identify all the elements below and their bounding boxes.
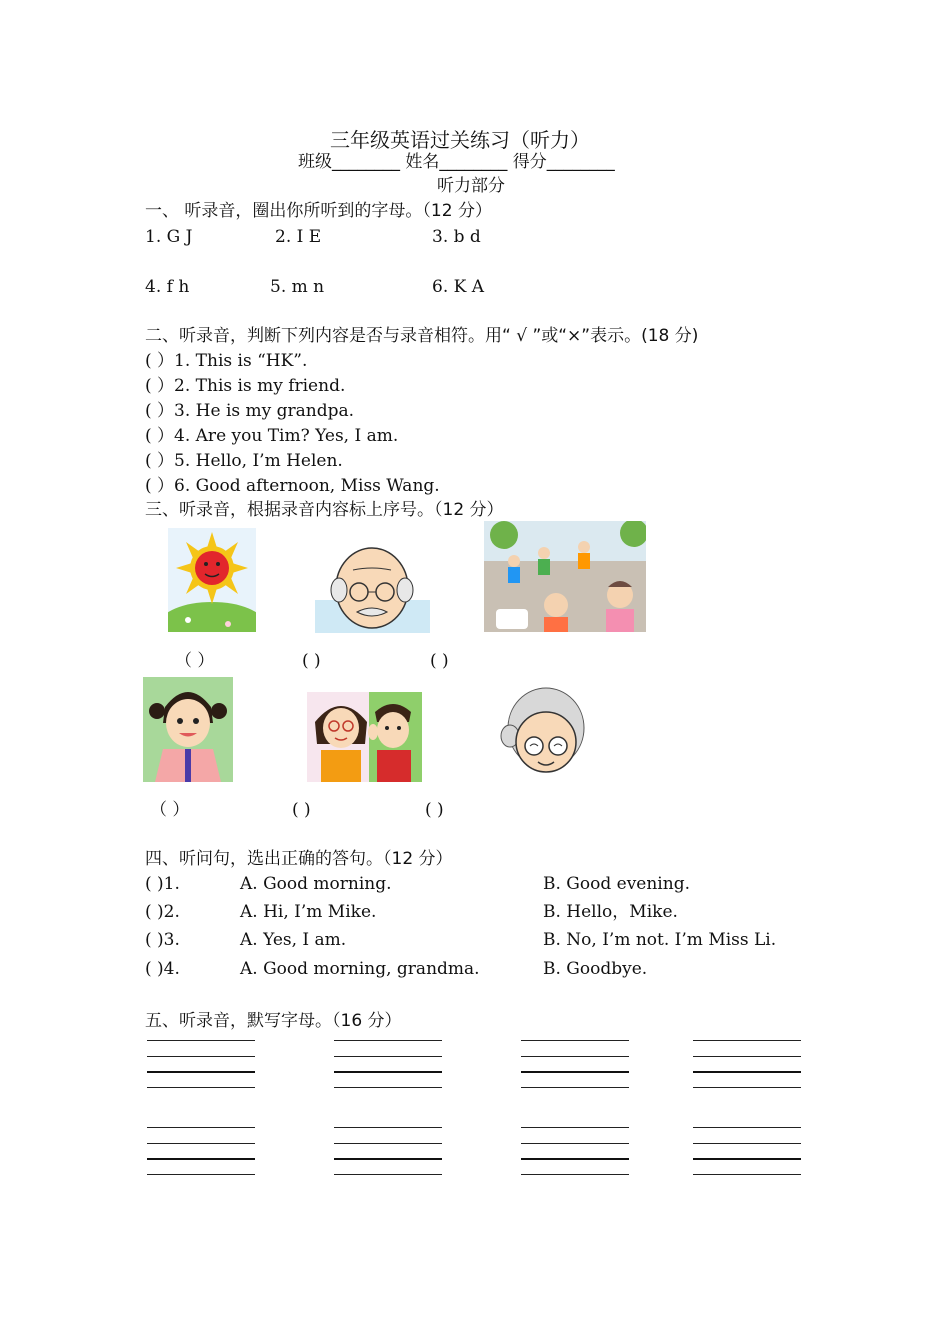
part1-item-5: 5. m n [270, 277, 325, 297]
part2-item-6: ( ）6. Good afternoon, Miss Wang. [145, 476, 440, 496]
part2-item-3: ( ）3. He is my grandpa. [145, 401, 355, 421]
part3-row2-bracket-3: ( ) [425, 800, 444, 820]
part3-row2-bracket-1: （ ） [150, 800, 190, 820]
grandma-illustration [492, 684, 597, 782]
part4-item-4-number: ( )4. [145, 959, 180, 979]
teacher-boy-illustration [307, 692, 422, 782]
part2-heading: 二、听录音，判断下列内容是否与录音相符。用“ √ ”或“×”表示。(18 分) [145, 326, 699, 346]
part4-item-2-option-b: B. Hello，Mike. [543, 902, 678, 922]
part2-item-2: ( ）2. This is my friend. [145, 376, 346, 396]
part1-item-2: 2. I E [275, 227, 322, 247]
sun-illustration [168, 528, 256, 632]
part2-item-1: ( ）1. This is “HK”. [145, 351, 308, 371]
part4-item-3-option-b: B. No, I’m not. I’m Miss Li. [543, 930, 777, 950]
part4-item-2-option-a: A. Hi, I’m Mike. [240, 902, 377, 922]
part3-row1-bracket-3: ( ) [430, 651, 449, 671]
part3-row1-bracket-1: （ ） [175, 651, 215, 671]
part4-item-4-option-b: B. Goodbye. [543, 959, 648, 979]
part4-item-3-option-a: A. Yes, I am. [240, 930, 347, 950]
part3-heading: 三、听录音，根据录音内容标上序号。（12 分） [145, 500, 504, 520]
part4-item-3-number: ( )3. [145, 930, 180, 950]
playground-illustration [484, 521, 646, 632]
part2-item-4: ( ）4. Are you Tim? Yes, I am. [145, 426, 399, 446]
part1-item-1: 1. G J [145, 227, 193, 247]
part4-item-1-number: ( )1. [145, 874, 180, 894]
part3-row1-bracket-2: ( ) [302, 651, 321, 671]
part4-item-4-option-a: A. Good morning, grandma. [240, 959, 480, 979]
part1-item-4: 4. f h [145, 277, 190, 297]
girl-illustration [143, 677, 233, 782]
part1-item-3: 3. b d [432, 227, 481, 247]
part5-heading: 五、听录音，默写字母。（16 分） [145, 1011, 402, 1031]
part1-heading: 一、 听录音，圈出你所听到的字母。（12 分） [145, 201, 492, 221]
grandpa-illustration [315, 540, 430, 633]
part1-item-6: 6. K A [432, 277, 485, 297]
section-label: 听力部分 [437, 176, 505, 196]
part3-row2-bracket-2: ( ) [292, 800, 311, 820]
part4-item-1-option-a: A. Good morning. [240, 874, 392, 894]
page-title: 三年级英语过关练习（听力） [330, 128, 590, 152]
part4-heading: 四、听问句，选出正确的答句。（12 分） [145, 849, 453, 869]
student-info-line: 班级________ 姓名________ 得分________ [298, 152, 615, 172]
part4-item-2-number: ( )2. [145, 902, 180, 922]
part4-item-1-option-b: B. Good evening. [543, 874, 690, 894]
part2-item-5: ( ）5. Hello, I’m Helen. [145, 451, 343, 471]
